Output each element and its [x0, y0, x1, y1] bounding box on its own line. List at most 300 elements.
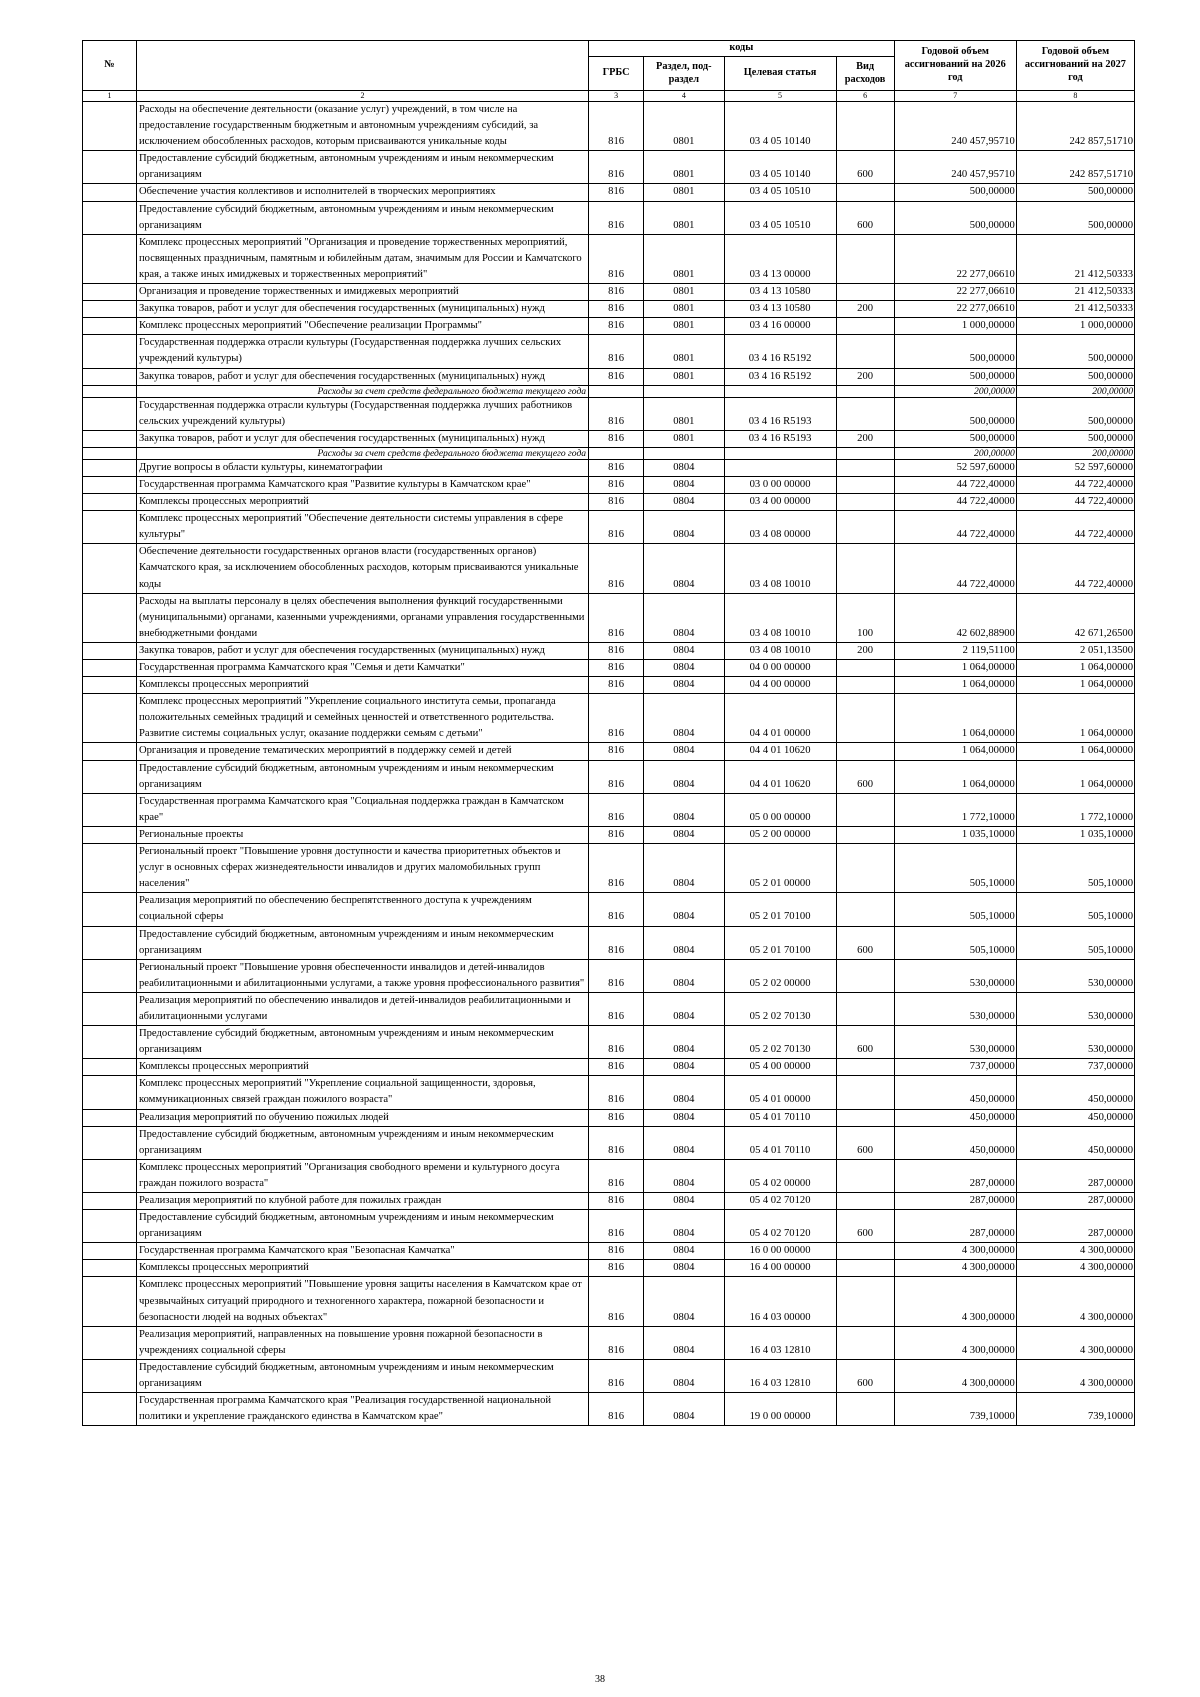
row-amount-2026: 4 300,00000 [894, 1326, 1016, 1359]
row-exptype [836, 234, 894, 283]
row-amount-2027: 1 064,00000 [1016, 694, 1134, 743]
row-name: Государственная поддержка отрасли культуры (Государственная поддержка лучших сельских учреждений культуры) [136, 335, 588, 368]
row-name: Региональный проект "Повышение уровня доступности и качества приоритетных объектов и услуг в основных сферах жизнедеятельности инвалидов и других маломобильных групп населения" [136, 844, 588, 893]
table-row [83, 151, 1135, 184]
row-amount-2026: 530,00000 [894, 1026, 1016, 1059]
column-number: 4 [644, 91, 724, 102]
row-amount-2026: 22 277,06610 [894, 284, 1016, 301]
row-name: Закупка товаров, работ и услуг для обеспечения государственных (муниципальных) нужд [136, 368, 588, 385]
row-target: 04 4 00 00000 [724, 677, 836, 694]
table-row [83, 201, 1135, 234]
row-name: Региональный проект "Повышение уровня обеспеченности инвалидов и детей-инвалидов реабилитационными и абилитационными услугами, а также уровня профессионального развития" [136, 959, 588, 992]
row-target: 03 4 08 10010 [724, 593, 836, 642]
table-row [83, 959, 1135, 992]
row-target [724, 385, 836, 397]
row-number-cell [83, 1109, 137, 1126]
row-number-cell [83, 494, 137, 511]
row-number-cell [83, 893, 137, 926]
table-row [83, 760, 1135, 793]
table-row [83, 593, 1135, 642]
row-grbs [589, 447, 644, 459]
row-grbs: 816 [589, 926, 644, 959]
table-row [83, 1359, 1135, 1392]
table-row [83, 102, 1135, 151]
column-number: 6 [836, 91, 894, 102]
table-row [83, 301, 1135, 318]
table-row [83, 743, 1135, 760]
row-target: 03 4 05 10140 [724, 102, 836, 151]
row-amount-2026: 450,00000 [894, 1076, 1016, 1109]
row-amount-2027: 500,00000 [1016, 184, 1134, 201]
row-name: Комплекс процессных мероприятий "Организация свободного времени и культурного досуга граждан пожилого возраста" [136, 1159, 588, 1192]
row-name: Комплекс процессных мероприятий "Организация и проведение торжественных мероприятий, посвященных праздничным, памятным и юбилейным датам, значимым для России и Камчатского края, а также иных имиджевых и торжественных мероприятий" [136, 234, 588, 283]
table-row [83, 694, 1135, 743]
row-name: Обеспечение деятельности государственных органов власти (государственных органов) Камчатского края, за исключением обособленных расходов, которым присваиваются уникальные коды [136, 544, 588, 593]
row-section: 0801 [644, 234, 724, 283]
row-exptype: 600 [836, 760, 894, 793]
row-amount-2026: 530,00000 [894, 959, 1016, 992]
header-2027: Годовой объем ассигнований на 2027 год [1016, 41, 1134, 91]
table-row [83, 1126, 1135, 1159]
row-amount-2026: 737,00000 [894, 1059, 1016, 1076]
table-row [83, 494, 1135, 511]
row-amount-2026: 500,00000 [894, 368, 1016, 385]
row-section: 0804 [644, 459, 724, 476]
row-amount-2026: 4 300,00000 [894, 1260, 1016, 1277]
table-row [83, 660, 1135, 677]
row-number-cell [83, 1159, 137, 1192]
row-grbs: 816 [589, 1359, 644, 1392]
table-row [83, 1210, 1135, 1243]
table-row [83, 397, 1135, 430]
table-row [83, 1109, 1135, 1126]
row-exptype [836, 476, 894, 493]
row-exptype: 600 [836, 1026, 894, 1059]
row-grbs: 816 [589, 1026, 644, 1059]
row-amount-2027: 1 000,00000 [1016, 318, 1134, 335]
row-exptype [836, 494, 894, 511]
column-number: 7 [894, 91, 1016, 102]
row-grbs: 816 [589, 660, 644, 677]
row-amount-2027: 44 722,40000 [1016, 494, 1134, 511]
row-amount-2027: 4 300,00000 [1016, 1260, 1134, 1277]
table-row [83, 1076, 1135, 1109]
row-number-cell [83, 760, 137, 793]
row-number-cell [83, 959, 137, 992]
row-number-cell [83, 234, 137, 283]
row-grbs: 816 [589, 893, 644, 926]
row-target: 05 4 00 00000 [724, 1059, 836, 1076]
row-section: 0804 [644, 1193, 724, 1210]
row-amount-2027: 505,10000 [1016, 844, 1134, 893]
row-target: 05 0 00 00000 [724, 793, 836, 826]
table-row [83, 844, 1135, 893]
budget-table [82, 40, 1135, 1426]
row-name: Предоставление субсидий бюджетным, автономным учреждениям и иным некоммерческим организациям [136, 926, 588, 959]
row-section: 0804 [644, 893, 724, 926]
row-exptype [836, 511, 894, 544]
row-number-cell [83, 544, 137, 593]
row-target: 05 2 02 70130 [724, 1026, 836, 1059]
table-row [83, 893, 1135, 926]
federal-note-row [83, 447, 1135, 459]
row-grbs [589, 385, 644, 397]
row-number-cell [83, 430, 137, 447]
row-exptype: 200 [836, 430, 894, 447]
row-section: 0804 [644, 511, 724, 544]
row-grbs: 816 [589, 677, 644, 694]
row-section: 0804 [644, 1326, 724, 1359]
row-name: Реализация мероприятий по обеспечению беспрепятственного доступа к учреждениям социальной сферы [136, 893, 588, 926]
row-number-cell [83, 184, 137, 201]
row-grbs: 816 [589, 184, 644, 201]
column-number: 3 [589, 91, 644, 102]
row-number-cell [83, 459, 137, 476]
row-exptype: 600 [836, 201, 894, 234]
row-number-cell [83, 1359, 137, 1392]
row-section: 0804 [644, 1159, 724, 1192]
row-number-cell [83, 1243, 137, 1260]
row-amount-2026: 530,00000 [894, 992, 1016, 1025]
row-exptype [836, 102, 894, 151]
row-section: 0804 [644, 1243, 724, 1260]
table-row [83, 318, 1135, 335]
row-amount-2026: 450,00000 [894, 1109, 1016, 1126]
row-section: 0801 [644, 201, 724, 234]
row-amount-2026: 505,10000 [894, 844, 1016, 893]
row-name: Расходы за счет средств федерального бюджета текущего года [136, 447, 588, 459]
row-amount-2026: 505,10000 [894, 926, 1016, 959]
row-amount-2027: 530,00000 [1016, 1026, 1134, 1059]
row-section: 0804 [644, 1260, 724, 1277]
row-grbs: 816 [589, 201, 644, 234]
row-exptype: 600 [836, 1210, 894, 1243]
row-target: 04 4 01 00000 [724, 694, 836, 743]
row-amount-2026: 500,00000 [894, 184, 1016, 201]
header-exptype: Вид расходов [836, 57, 894, 91]
row-number-cell [83, 102, 137, 151]
row-section: 0801 [644, 301, 724, 318]
row-amount-2027: 737,00000 [1016, 1059, 1134, 1076]
row-amount-2026: 240 457,95710 [894, 151, 1016, 184]
row-grbs: 816 [589, 760, 644, 793]
row-section: 0804 [644, 1109, 724, 1126]
row-grbs: 816 [589, 234, 644, 283]
row-amount-2027: 44 722,40000 [1016, 476, 1134, 493]
row-name: Реализация мероприятий, направленных на повышение уровня пожарной безопасности в учреждениях социальной сферы [136, 1326, 588, 1359]
row-target: 03 4 08 10010 [724, 544, 836, 593]
row-section: 0804 [644, 793, 724, 826]
column-number: 2 [136, 91, 588, 102]
row-amount-2026: 42 602,88900 [894, 593, 1016, 642]
row-target: 04 4 01 10620 [724, 760, 836, 793]
row-grbs: 816 [589, 992, 644, 1025]
table-row [83, 476, 1135, 493]
row-number-cell [83, 1277, 137, 1326]
row-exptype [836, 284, 894, 301]
row-exptype [836, 1076, 894, 1109]
row-section: 0804 [644, 992, 724, 1025]
row-grbs: 816 [589, 793, 644, 826]
row-exptype [836, 660, 894, 677]
row-amount-2027: 21 412,50333 [1016, 301, 1134, 318]
row-amount-2027: 505,10000 [1016, 893, 1134, 926]
row-amount-2026: 500,00000 [894, 201, 1016, 234]
row-grbs: 816 [589, 844, 644, 893]
row-amount-2027: 21 412,50333 [1016, 234, 1134, 283]
row-name: Комплексы процессных мероприятий [136, 677, 588, 694]
row-name: Расходы за счет средств федерального бюджета текущего года [136, 385, 588, 397]
row-exptype [836, 743, 894, 760]
row-number-cell [83, 1076, 137, 1109]
row-section: 0804 [644, 677, 724, 694]
row-amount-2026: 2 119,51100 [894, 642, 1016, 659]
row-section: 0804 [644, 694, 724, 743]
table-row [83, 926, 1135, 959]
row-name: Закупка товаров, работ и услуг для обеспечения государственных (муниципальных) нужд [136, 430, 588, 447]
row-target: 03 4 05 10140 [724, 151, 836, 184]
row-target: 16 4 03 00000 [724, 1277, 836, 1326]
row-target: 04 4 01 10620 [724, 743, 836, 760]
row-grbs: 816 [589, 494, 644, 511]
header-2026: Годовой объем ассигнований на 2026 год [894, 41, 1016, 91]
row-amount-2026: 44 722,40000 [894, 544, 1016, 593]
row-target: 03 4 16 R5193 [724, 397, 836, 430]
row-name: Государственная программа Камчатского края "Семья и дети Камчатки" [136, 660, 588, 677]
row-grbs: 816 [589, 1210, 644, 1243]
row-grbs: 816 [589, 284, 644, 301]
table-row [83, 826, 1135, 843]
row-section: 0804 [644, 760, 724, 793]
row-grbs: 816 [589, 1076, 644, 1109]
row-section: 0804 [644, 1076, 724, 1109]
row-amount-2027: 1 035,10000 [1016, 826, 1134, 843]
row-exptype [836, 318, 894, 335]
table-row [83, 335, 1135, 368]
row-exptype [836, 335, 894, 368]
row-amount-2026: 287,00000 [894, 1210, 1016, 1243]
row-grbs: 816 [589, 826, 644, 843]
row-amount-2026: 1 064,00000 [894, 760, 1016, 793]
row-number-cell [83, 1059, 137, 1076]
table-row [83, 1059, 1135, 1076]
row-exptype: 600 [836, 151, 894, 184]
row-section: 0801 [644, 151, 724, 184]
row-number-cell [83, 201, 137, 234]
row-number-cell [83, 301, 137, 318]
row-name: Комплекс процессных мероприятий "Обеспечение реализации Программы" [136, 318, 588, 335]
row-section: 0804 [644, 826, 724, 843]
row-name: Предоставление субсидий бюджетным, автономным учреждениям и иным некоммерческим организациям [136, 1359, 588, 1392]
table-row [83, 184, 1135, 201]
row-name: Расходы на выплаты персоналу в целях обеспечения выполнения функций государственными (муниципальными) органами, казенными учреждениями, органами управления государственными внебюджетными фондами [136, 593, 588, 642]
row-target: 03 4 16 R5193 [724, 430, 836, 447]
row-number-cell [83, 368, 137, 385]
row-name: Комплексы процессных мероприятий [136, 1059, 588, 1076]
row-amount-2026: 739,10000 [894, 1393, 1016, 1426]
row-amount-2027: 287,00000 [1016, 1159, 1134, 1192]
row-grbs: 816 [589, 335, 644, 368]
row-number-cell [83, 826, 137, 843]
row-grbs: 816 [589, 1159, 644, 1192]
table-row [83, 234, 1135, 283]
row-name: Реализация мероприятий по обучению пожилых людей [136, 1109, 588, 1126]
row-target: 03 4 13 10580 [724, 284, 836, 301]
row-number-cell [83, 743, 137, 760]
row-section: 0804 [644, 1210, 724, 1243]
row-exptype [836, 459, 894, 476]
row-target: 16 4 03 12810 [724, 1359, 836, 1392]
row-exptype [836, 1326, 894, 1359]
row-target: 05 4 02 00000 [724, 1159, 836, 1192]
row-exptype: 600 [836, 1359, 894, 1392]
federal-note-row [83, 385, 1135, 397]
row-amount-2027: 500,00000 [1016, 201, 1134, 234]
table-row [83, 284, 1135, 301]
row-number-cell [83, 284, 137, 301]
row-amount-2027: 242 857,51710 [1016, 102, 1134, 151]
row-number-cell [83, 511, 137, 544]
table-row [83, 1243, 1135, 1260]
row-section: 0804 [644, 926, 724, 959]
row-section: 0804 [644, 1277, 724, 1326]
row-exptype [836, 1159, 894, 1192]
table-row [83, 1159, 1135, 1192]
row-target: 03 4 13 10580 [724, 301, 836, 318]
row-number-cell [83, 1326, 137, 1359]
row-amount-2027: 1 064,00000 [1016, 743, 1134, 760]
row-name: Комплекс процессных мероприятий "Повышение уровня защиты населения в Камчатском крае от чрезвычайных ситуаций природного и техногенного характера, пожарной безопасности и безопасности людей на водных объектах" [136, 1277, 588, 1326]
row-target: 03 4 16 R5192 [724, 335, 836, 368]
row-name: Комплекс процессных мероприятий "Укрепление социальной защищенности, здоровья, коммуникационных связей граждан пожилого возраста" [136, 1076, 588, 1109]
table-row [83, 1393, 1135, 1426]
row-amount-2027: 505,10000 [1016, 926, 1134, 959]
row-grbs: 816 [589, 511, 644, 544]
row-section: 0804 [644, 844, 724, 893]
row-name: Государственная программа Камчатского края "Реализация государственной национальной политики и укрепление гражданского единства в Камчатском крае" [136, 1393, 588, 1426]
row-section: 0804 [644, 1026, 724, 1059]
row-grbs: 816 [589, 593, 644, 642]
row-target: 05 2 01 70100 [724, 926, 836, 959]
row-amount-2027: 44 722,40000 [1016, 544, 1134, 593]
header-section: Раздел, под-раздел [644, 57, 724, 91]
row-amount-2027: 450,00000 [1016, 1109, 1134, 1126]
row-amount-2027: 242 857,51710 [1016, 151, 1134, 184]
row-amount-2027: 450,00000 [1016, 1076, 1134, 1109]
row-amount-2027: 500,00000 [1016, 397, 1134, 430]
row-name: Государственная программа Камчатского края "Безопасная Камчатка" [136, 1243, 588, 1260]
row-amount-2027: 44 722,40000 [1016, 511, 1134, 544]
table-row [83, 992, 1135, 1025]
header-target: Целевая статья [724, 57, 836, 91]
row-target: 03 4 05 10510 [724, 184, 836, 201]
column-number: 8 [1016, 91, 1134, 102]
row-grbs: 816 [589, 694, 644, 743]
row-amount-2027: 500,00000 [1016, 430, 1134, 447]
header-codes-group: коды [589, 41, 895, 57]
row-amount-2026: 1 000,00000 [894, 318, 1016, 335]
row-section: 0804 [644, 476, 724, 493]
row-exptype [836, 184, 894, 201]
row-exptype [836, 447, 894, 459]
row-number-cell [83, 335, 137, 368]
row-target: 05 4 01 00000 [724, 1076, 836, 1109]
row-grbs: 816 [589, 743, 644, 760]
page-number: 38 [595, 1674, 605, 1685]
row-name: Комплекс процессных мероприятий "Укрепление социального института семьи, пропаганда положительных семейных традиций и семейных ценностей и ответственного родительства. Развитие системы социальных услуг, оказание поддержки семьям с детьми" [136, 694, 588, 743]
row-exptype [836, 1260, 894, 1277]
row-name: Предоставление субсидий бюджетным, автономным учреждениям и иным некоммерческим организациям [136, 1026, 588, 1059]
row-grbs: 816 [589, 1059, 644, 1076]
row-amount-2026: 500,00000 [894, 335, 1016, 368]
row-grbs: 816 [589, 1326, 644, 1359]
row-section: 0801 [644, 430, 724, 447]
table-row [83, 677, 1135, 694]
row-target [724, 459, 836, 476]
row-amount-2026: 505,10000 [894, 893, 1016, 926]
row-number-cell [83, 694, 137, 743]
row-amount-2026: 200,00000 [894, 447, 1016, 459]
row-name: Реализация мероприятий по клубной работе для пожилых граждан [136, 1193, 588, 1210]
row-section: 0801 [644, 184, 724, 201]
row-target: 03 4 16 R5192 [724, 368, 836, 385]
row-section: 0801 [644, 335, 724, 368]
row-exptype: 600 [836, 926, 894, 959]
row-number-cell [83, 447, 137, 459]
row-amount-2026: 52 597,60000 [894, 459, 1016, 476]
row-number-cell [83, 1260, 137, 1277]
row-target: 05 4 01 70110 [724, 1126, 836, 1159]
row-grbs: 816 [589, 430, 644, 447]
row-target: 03 4 16 00000 [724, 318, 836, 335]
row-exptype [836, 959, 894, 992]
table-row [83, 430, 1135, 447]
row-section: 0801 [644, 318, 724, 335]
row-name: Предоставление субсидий бюджетным, автономным учреждениям и иным некоммерческим организациям [136, 1210, 588, 1243]
row-amount-2026: 4 300,00000 [894, 1277, 1016, 1326]
row-section: 0804 [644, 642, 724, 659]
row-amount-2027: 2 051,13500 [1016, 642, 1134, 659]
row-name: Организация и проведение тематических мероприятий в поддержку семей и детей [136, 743, 588, 760]
row-target: 05 2 00 00000 [724, 826, 836, 843]
table-row [83, 544, 1135, 593]
row-name: Предоставление субсидий бюджетным, автономным учреждениям и иным некоммерческим организациям [136, 151, 588, 184]
row-amount-2027: 1 064,00000 [1016, 677, 1134, 694]
row-amount-2027: 287,00000 [1016, 1193, 1134, 1210]
row-grbs: 816 [589, 1193, 644, 1210]
row-amount-2026: 240 457,95710 [894, 102, 1016, 151]
row-section [644, 385, 724, 397]
row-grbs: 816 [589, 1109, 644, 1126]
header-no: № [83, 41, 137, 91]
row-number-cell [83, 793, 137, 826]
row-name: Комплексы процессных мероприятий [136, 494, 588, 511]
row-name: Организация и проведение торжественных и имиджевых мероприятий [136, 284, 588, 301]
row-target: 16 4 03 12810 [724, 1326, 836, 1359]
row-amount-2027: 4 300,00000 [1016, 1326, 1134, 1359]
row-amount-2026: 287,00000 [894, 1159, 1016, 1192]
row-amount-2027: 1 064,00000 [1016, 760, 1134, 793]
row-grbs: 816 [589, 368, 644, 385]
row-exptype: 200 [836, 368, 894, 385]
row-exptype [836, 1059, 894, 1076]
row-target: 03 0 00 00000 [724, 476, 836, 493]
row-number-cell [83, 476, 137, 493]
row-amount-2027: 4 300,00000 [1016, 1359, 1134, 1392]
row-target: 05 4 02 70120 [724, 1210, 836, 1243]
row-grbs: 816 [589, 397, 644, 430]
table-row [83, 1260, 1135, 1277]
